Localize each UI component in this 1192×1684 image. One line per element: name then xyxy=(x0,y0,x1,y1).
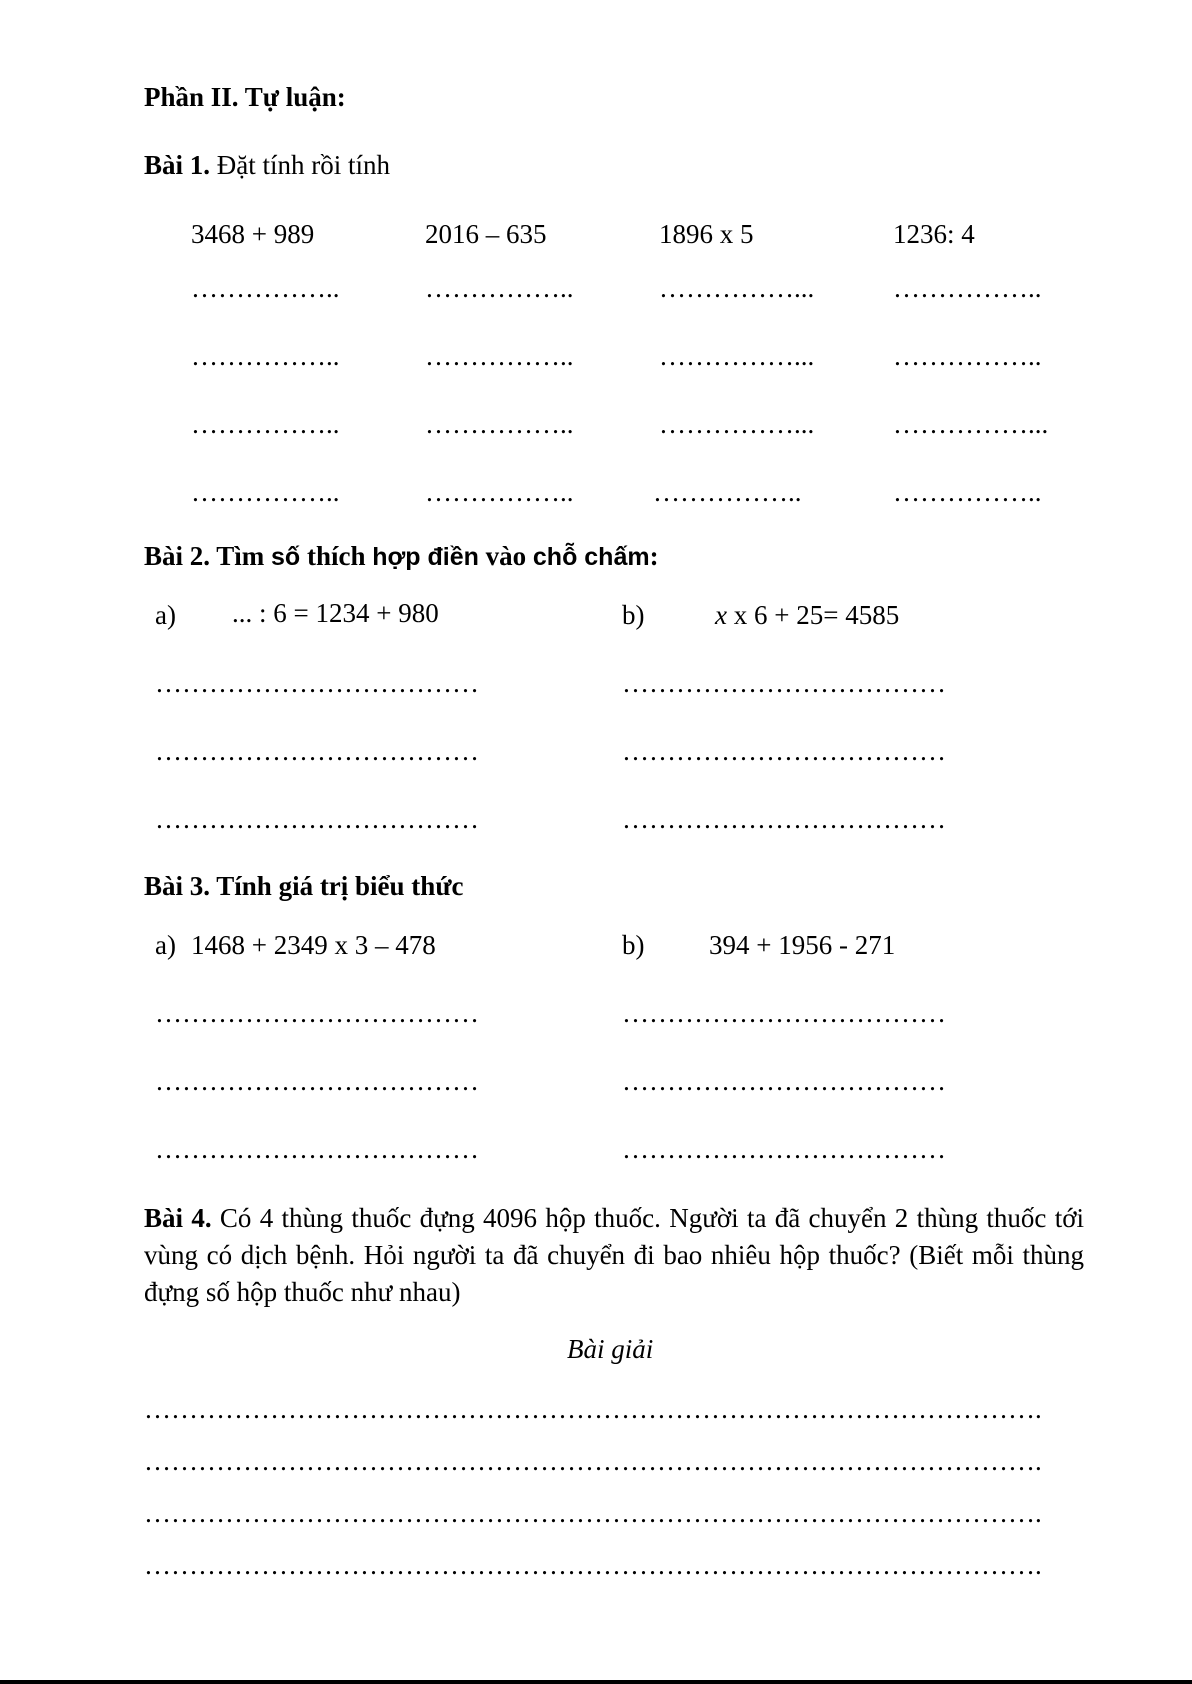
bai1-answer-line[interactable]: …………….. xyxy=(653,477,802,507)
bai3-a-label: a) xyxy=(155,930,176,960)
bai4-text: Có 4 thùng thuốc đựng 4096 hộp thuốc. Người ta đã chuyển 2 thùng thuốc tới vùng có dịch bệnh. Hỏi người ta đã chuyển đi bao nhiêu hộp thuốc? (Biết mỗi thùng đựng số hộp thuốc như nhau) xyxy=(144,1203,1085,1307)
bai2-b-label: b) xyxy=(622,600,645,630)
bai2-heading xyxy=(144,543,659,570)
bai2-heading-part: vào xyxy=(478,541,533,571)
bai1-answer-line[interactable]: …………….. xyxy=(191,341,340,371)
bai3-b-answer-line[interactable]: ……………………………… xyxy=(622,998,946,1028)
bai1-answer-line[interactable]: ……………... xyxy=(659,409,815,439)
bai1-answer-line[interactable]: ……………... xyxy=(659,273,815,303)
bai1-problem-3: 1896 x 5 xyxy=(659,219,754,249)
bai1-instruction: Đặt tính rồi tính xyxy=(210,150,390,180)
section-title: Phần II. Tự luận: xyxy=(144,82,346,112)
bai3-b-answer-line[interactable]: ……………………………… xyxy=(622,1134,946,1164)
bai4-label: Bài 4. xyxy=(144,1203,212,1233)
bai1-answer-line[interactable]: ……………... xyxy=(659,341,815,371)
bai1-answer-line[interactable]: …………….. xyxy=(893,273,1042,303)
bai1-answer-line[interactable]: …………….. xyxy=(425,341,574,371)
bai3-a-answer-line[interactable]: ……………………………… xyxy=(155,1066,479,1096)
bai2-heading-part: chỗ chấm xyxy=(532,543,650,571)
bai4-solution-heading: Bài giải xyxy=(567,1334,654,1364)
bai1-problem-4: 1236: 4 xyxy=(893,219,975,249)
bai2-b-answer-line[interactable]: ……………………………… xyxy=(622,736,946,766)
bai2-heading-part: Bài 2. Tìm xyxy=(144,541,272,571)
bai2-b-answer-line[interactable]: ……………………………… xyxy=(622,804,946,834)
bai1-answer-line[interactable]: …………….. xyxy=(425,477,574,507)
bai2-b-expression-text: x 6 + 25= 4585 xyxy=(726,600,900,630)
bai1-label: Bài 1. xyxy=(144,150,211,180)
bai1-answer-line[interactable]: …………….. xyxy=(191,273,340,303)
bai2-a-answer-line[interactable]: ……………………………… xyxy=(155,668,479,698)
bai1-answer-line[interactable]: …………….. xyxy=(893,341,1042,371)
bai3-heading: Bài 3. Tính giá trị biểu thức xyxy=(144,871,464,901)
bai2-heading-part: thích xyxy=(300,541,373,571)
page-bottom-border xyxy=(0,1680,1192,1684)
bai2-a-answer-line[interactable]: ……………………………… xyxy=(155,804,479,834)
bai2-heading-part: hợp điền xyxy=(372,543,479,571)
bai1-answer-line[interactable]: …………….. xyxy=(191,409,340,439)
bai2-b-answer-line[interactable]: ……………………………… xyxy=(622,668,946,698)
bai2-b-expression xyxy=(715,602,899,629)
bai2-heading-part: : xyxy=(649,541,659,571)
bai1-answer-line[interactable]: …………….. xyxy=(191,477,340,507)
bai3-a-expression: 1468 + 2349 x 3 – 478 xyxy=(191,930,436,960)
bai1-problem-1: 3468 + 989 xyxy=(191,219,315,249)
bai2-a-answer-line[interactable]: ……………………………… xyxy=(155,736,479,766)
bai1-heading xyxy=(144,152,390,179)
bai1-problem-2: 2016 – 635 xyxy=(425,219,547,249)
bai4-answer-line[interactable]: ………………………………………………………………………………………. xyxy=(144,1446,1042,1476)
bai2-a-label: a) xyxy=(155,600,176,630)
bai1-answer-line[interactable]: …………….. xyxy=(425,409,574,439)
bai2-b-variable: x xyxy=(715,600,727,630)
bai1-answer-line[interactable]: …………….. xyxy=(893,477,1042,507)
bai2-a-expression: ... : 6 = 1234 + 980 xyxy=(232,598,439,628)
bai4-answer-line[interactable]: ………………………………………………………………………………………. xyxy=(144,1394,1042,1424)
bai3-a-answer-line[interactable]: ……………………………… xyxy=(155,1134,479,1164)
bai3-b-expression: 394 + 1956 - 271 xyxy=(709,930,896,960)
bai1-answer-line[interactable]: …………….. xyxy=(425,273,574,303)
bai3-a-answer-line[interactable]: ……………………………… xyxy=(155,998,479,1028)
bai4-answer-line[interactable]: ………………………………………………………………………………………. xyxy=(144,1550,1042,1580)
bai4-problem xyxy=(144,1200,1084,1311)
bai2-heading-part: số xyxy=(271,543,301,571)
bai1-answer-line[interactable]: ……………... xyxy=(893,409,1049,439)
bai3-b-answer-line[interactable]: ……………………………… xyxy=(622,1066,946,1096)
bai4-answer-line[interactable]: ………………………………………………………………………………………. xyxy=(144,1498,1042,1528)
bai3-b-label: b) xyxy=(622,930,645,960)
